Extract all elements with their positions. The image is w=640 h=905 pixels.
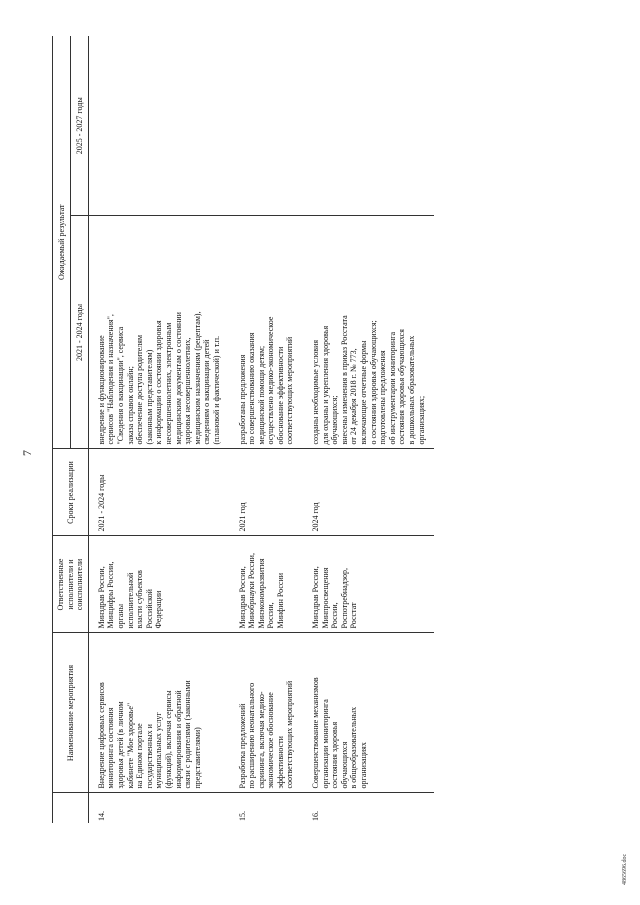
result-2025-2027-cell bbox=[88, 36, 229, 216]
responsible-executors-line: Федерации bbox=[154, 590, 164, 629]
result-2021-2024-line: внедрение и функционирование bbox=[96, 335, 106, 445]
responsible-executors-line: Минздрав России, bbox=[96, 566, 106, 629]
result-2025-2027-cell bbox=[230, 36, 304, 216]
result-2021-2024-line: обоснование эффективности bbox=[275, 346, 285, 445]
result-2021-2024-cell bbox=[230, 216, 304, 449]
table-row bbox=[230, 36, 304, 823]
header-name: Наименование мероприятия bbox=[53, 633, 89, 793]
measure-name-line: на Едином портале bbox=[135, 723, 145, 789]
row-number-cell: 16. bbox=[303, 793, 434, 823]
header-period-1: 2021 - 2024 годы bbox=[70, 216, 88, 449]
responsible-executors-line: Минэкономразвития bbox=[256, 558, 266, 629]
result-2021-2024-line: об инструментарии мониторинга bbox=[387, 331, 397, 445]
responsible-executors-line: власти субъектов bbox=[135, 570, 145, 629]
result-2021-2024-line: включающие отчетные формы bbox=[359, 340, 369, 445]
measure-name-line: скрининга, включая медико- bbox=[256, 691, 266, 789]
result-2021-2024-line: обучающихся; bbox=[330, 395, 340, 445]
header-expected-result: Ожидаемый результат bbox=[53, 36, 71, 449]
responsible-executors-line: Российской bbox=[144, 589, 154, 629]
result-2021-2024-line: в дошкольных образовательных bbox=[407, 335, 416, 445]
document-id: 4865696.doc bbox=[622, 853, 628, 885]
result-2021-2024-line: медицинским документам о состоянии bbox=[173, 312, 183, 445]
responsible-executors-line: Роспотребнадзор, bbox=[339, 567, 349, 629]
measure-name-line: организациях bbox=[359, 742, 369, 789]
result-2021-2024-line: медицинским назначениям (рецептам), bbox=[192, 311, 202, 445]
responsible-executors-line: Минпросвещения bbox=[320, 567, 330, 629]
result-2021-2024-line: для охраны и укрепления здоровья bbox=[320, 325, 330, 445]
responsible-executors-line: Минцифры России, bbox=[106, 561, 116, 629]
measure-name-line: муниципальных услуг bbox=[154, 712, 164, 789]
measure-name-line: обучающихся bbox=[339, 741, 349, 789]
result-2021-2024-line: (плановой и фактической) и т.п. bbox=[211, 335, 221, 445]
measure-name-line: эффективности bbox=[275, 736, 285, 789]
table-row bbox=[303, 36, 434, 823]
measure-name-line: здоровья детей (в личном bbox=[115, 701, 125, 789]
responsible-executors-line: России, bbox=[266, 602, 276, 629]
result-2021-2024-line: "Сведения о вакцинации", сервиса bbox=[115, 326, 125, 445]
measure-name-line: в общеобразовательных bbox=[349, 706, 359, 789]
responsible-executors-line: Минобрнауки России, bbox=[247, 553, 257, 629]
result-2021-2024-line: медицинской помощи детям; bbox=[256, 345, 266, 445]
result-2021-2024-line: (законным представителям) bbox=[144, 349, 154, 445]
measure-name-line: мониторинга состояния bbox=[106, 707, 116, 789]
responsible-executors-line: России, bbox=[330, 602, 340, 629]
deadline-cell: 2021 - 2024 годы bbox=[88, 449, 229, 536]
result-2021-2024-line: от 24 декабря 2018 г. № 773, bbox=[349, 348, 359, 445]
result-2021-2024-line: разработаны предложения bbox=[237, 354, 247, 445]
result-2021-2024-line: обеспечение доступа родителям bbox=[135, 334, 145, 445]
result-2021-2024-line: подготовлены предложения bbox=[378, 350, 388, 445]
measure-name-cell bbox=[303, 633, 434, 793]
result-2021-2024-line: организациях; bbox=[416, 395, 426, 445]
measure-name-line: состояния здоровья bbox=[330, 721, 340, 789]
header-responsible: Ответственные исполнители и соисполнители bbox=[53, 536, 89, 633]
result-2021-2024-cell bbox=[88, 216, 229, 449]
result-2021-2024-line: заказа справок онлайн; bbox=[125, 366, 135, 445]
measures-table bbox=[52, 36, 434, 823]
responsible-executors-line: Минздрав России, bbox=[237, 566, 247, 629]
deadline-cell: 2021 год bbox=[230, 449, 304, 536]
result-2021-2024-line: сервисов "Наблюдения и назначения", bbox=[106, 314, 116, 445]
responsible-executors-line: органы bbox=[115, 604, 125, 629]
measure-name-line: информирования и обратной bbox=[173, 690, 183, 789]
result-2021-2024-line: осуществлено медико-экономическое bbox=[266, 316, 276, 445]
result-2025-2027-cell bbox=[303, 36, 434, 216]
measure-name-line: (функций), включая сервисы bbox=[163, 690, 173, 789]
table-body bbox=[88, 36, 434, 823]
measure-name-line: Внедрение цифровых сервисов bbox=[96, 682, 106, 789]
responsible-executors-line: Росстат bbox=[349, 602, 359, 629]
responsible-executors-cell bbox=[88, 536, 229, 633]
result-2021-2024-line: созданы необходимые условия bbox=[311, 339, 321, 445]
responsible-executors-cell bbox=[303, 536, 434, 633]
result-2021-2024-line: о состоянии здоровья обучающихся; bbox=[368, 320, 378, 445]
result-2021-2024-line: несовершеннолетних, электронным bbox=[163, 322, 173, 445]
responsible-executors-cell bbox=[230, 536, 304, 633]
measure-name-line: по расширению неонатального bbox=[247, 682, 257, 789]
result-2021-2024-line: состояния здоровья обучающихся bbox=[397, 329, 407, 445]
result-2021-2024-cell bbox=[303, 216, 434, 449]
measure-name-line: организации мониторинга bbox=[320, 699, 330, 789]
row-number-cell: 14. bbox=[88, 793, 229, 823]
result-2021-2024-line: соответствующих мероприятий bbox=[285, 336, 295, 445]
measure-name-line: государственных и bbox=[144, 724, 154, 789]
header-period-2: 2025 - 2027 годы bbox=[70, 36, 88, 216]
responsible-executors-line: Минфин России bbox=[275, 572, 285, 629]
measure-name-line: соответствующих мероприятий bbox=[285, 680, 295, 789]
responsible-executors-line: Минздрав России, bbox=[311, 566, 321, 629]
result-2021-2024-line: по совершенствованию оказания bbox=[247, 332, 257, 445]
page-number: 7 bbox=[20, 450, 34, 456]
table-row bbox=[88, 36, 229, 823]
result-2021-2024-line: к информации о состоянии здоровья bbox=[154, 320, 164, 445]
header-num bbox=[53, 793, 89, 823]
header-row bbox=[53, 36, 71, 823]
measure-name-line: представителями) bbox=[192, 727, 202, 789]
measure-name-line: Совершенствование механизмов bbox=[311, 677, 321, 789]
measure-name-line: кабинете "Мое здоровье" bbox=[125, 702, 135, 789]
result-2021-2024-line: здоровья несовершеннолетних, bbox=[183, 337, 193, 445]
measure-name-line: Разработка предложений bbox=[237, 703, 247, 789]
measure-name-line: связи с родителями (законными bbox=[183, 680, 193, 789]
responsible-executors-line: исполнительной bbox=[125, 572, 135, 629]
deadline-cell: 2024 год bbox=[303, 449, 434, 536]
measure-name-cell bbox=[230, 633, 304, 793]
result-2021-2024-line: сведениям о вакцинации детей bbox=[202, 339, 212, 445]
header-deadline: Сроки реализации bbox=[53, 449, 89, 536]
result-2021-2024-line: внесены изменения в приказ Росстата bbox=[339, 315, 349, 445]
measure-name-cell bbox=[88, 633, 229, 793]
measure-name-line: экономическое обоснование bbox=[266, 692, 276, 789]
row-number-cell: 15. bbox=[230, 793, 304, 823]
